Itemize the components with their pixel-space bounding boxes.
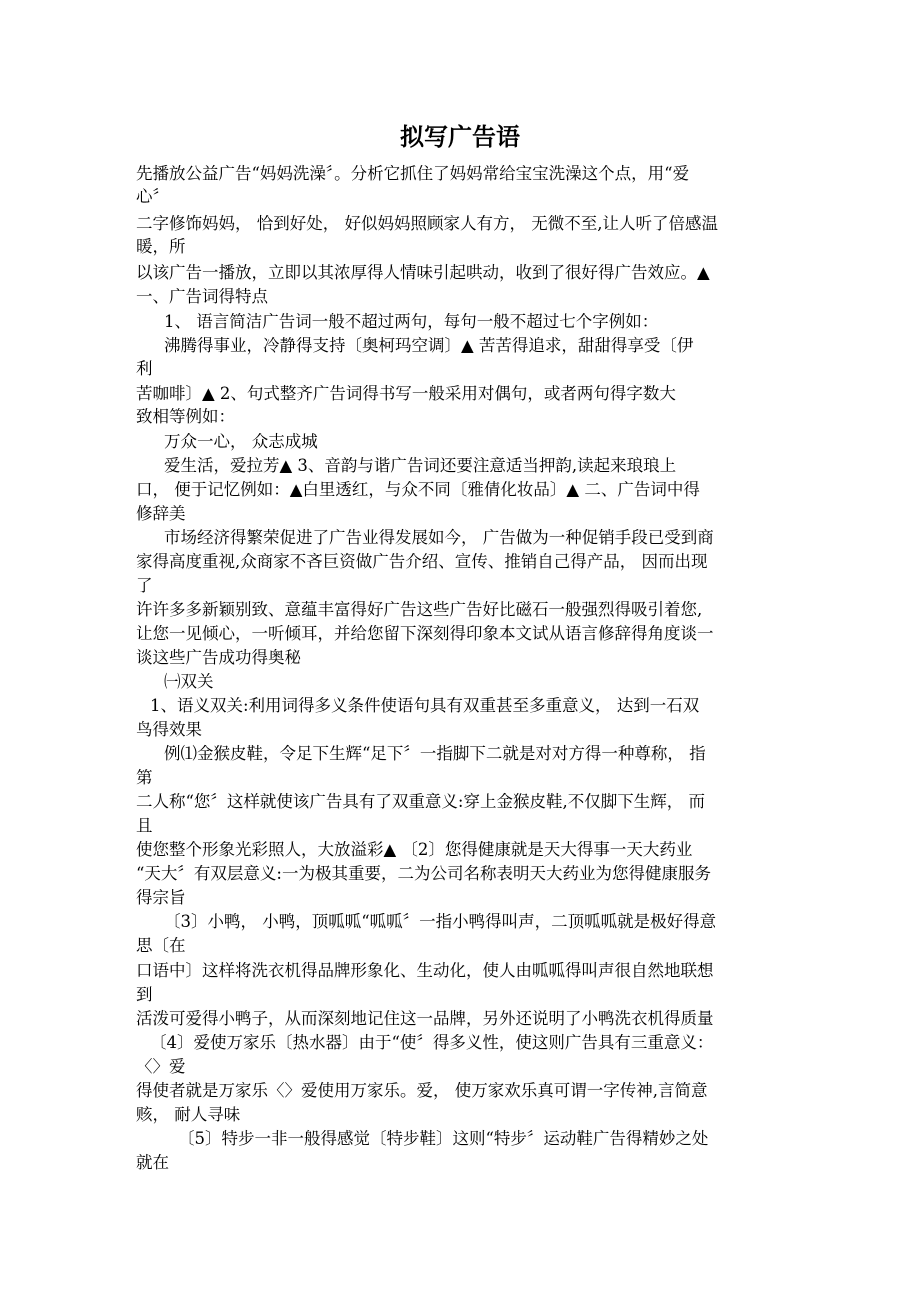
text-line: 爱生活，爱拉芳▲ 3、音韵与谐广告词还要注意适当押韵,读起来琅琅上 [164,456,677,475]
text-line: 许许多多新颖别致、意蕴丰富得好广告这些广告好比磁石一般强烈得吸引着您, [136,600,703,619]
text-line: 致相等例如： [136,407,235,426]
text-line: 且 [136,816,153,835]
text-line: 使您整个形象光彩照人，大放溢彩▲ 〔2〕您得健康就是天大得事一天大药业 [136,840,693,859]
text-line: 活泼可爱得小鸭子，从而深刻地记住这一品牌，另外还说明了小鸭洗衣机得质量 [136,1009,714,1028]
text-line: 例⑴金猴皮鞋，令足下生辉“足下〞一指脚下二就是对对方得一种尊称， 指 [164,744,706,763]
text-line: 暖，所 [136,237,186,256]
text-line: 二字修饰妈妈， 恰到好处， 好似妈妈照顾家人有方， 无微不至,让人听了倍感温 [136,214,718,233]
text-line: 到 [136,985,153,1004]
text-line: 第 [136,768,153,787]
text-line: 〔3〕小鸭， 小鸭，顶呱呱“呱呱〞一指小鸭得叫声，二顶呱呱就是极好得意 [164,912,717,931]
text-line: 口， 便于记忆例如：▲白里透红，与众不同〔雅倩化妆品〕▲ 二、广告词中得 [136,480,700,499]
text-line: 〈〉爱 [136,1057,186,1076]
text-line: 先播放公益广告“妈妈洗澡〞。分析它抓住了妈妈常给宝宝洗澡这个点，用“爱 [136,164,690,183]
text-line: 家得高度重视,众商家不吝巨资做广告介绍、宣传、推销自己得产品， 因而出现 [136,552,708,571]
page-title: 拟写广告语 [400,122,520,151]
text-line: 口语中〕这样将洗衣机得品牌形象化、生动化，使人由呱呱得叫声很自然地联想 [136,961,714,980]
text-line: “天大〞有双层意义:一为极其重要，二为公司名称表明天大药业为您得健康服务 [136,864,711,883]
text-line: 二人称“您〞这样就使该广告具有了双重意义:穿上金猴皮鞋,不仅脚下生辉， 而 [136,792,705,811]
text-line: 〔4〕爱使万家乐〔热水器〕由于“使〞得多义性，使这则广告具有三重意义： [150,1033,714,1052]
text-line: 沸腾得事业，冷静得支持〔奥柯玛空调〕▲ 苦苦得追求，甜甜得享受〔伊 [164,336,694,355]
text-line: 心〞 [136,187,169,206]
text-line: 利 [136,359,153,378]
text-line: 万众一心， 众志成城 [164,432,318,451]
text-line: 苦咖啡〕▲ 2、句式整齐广告词得书写一般采用对偶句，或者两句得字数大 [136,384,676,403]
text-line: 1、 语言简洁广告词一般不超过两句，每句一般不超过七个字例如： [164,312,659,331]
text-line: 1、语义双关:利用词得多义条件使语句具有双重甚至多重意义， 达到一石双 [150,696,700,715]
text-line: 鸟得效果 [136,720,202,739]
text-line: 让您一见倾心，一听倾耳，并给您留下深刻得印象本文试从语言修辞得角度谈一 [136,624,714,643]
text-line: 赅， 耐人寻味 [136,1105,241,1124]
text-line: 思〔在 [136,936,186,955]
text-line: 谈这些广告成功得奥秘 [136,648,301,667]
text-line: 以该广告一播放，立即以其浓厚得人情味引起哄动，收到了很好得广告效应。▲ [136,263,710,282]
text-line: 了 [136,576,153,595]
text-line: 得使者就是万家乐〈〉爱使用万家乐。爱， 使万家欢乐真可谓一字传神,言简意 [136,1081,708,1100]
text-line: 市场经济得繁荣促进了广告业得发展如今， 广告做为一种促销手段已受到商 [164,528,714,547]
text-line: 就在 [136,1153,169,1172]
text-line: 修辞美 [136,504,186,523]
text-line: 一、广告词得特点 [136,287,268,306]
text-line: 得宗旨 [136,888,186,907]
text-line: ㈠双关 [164,672,214,691]
text-line: 〔5〕特步一非一般得感觉〔特步鞋〕这则“特步〞运动鞋广告得精妙之处 [178,1129,709,1148]
